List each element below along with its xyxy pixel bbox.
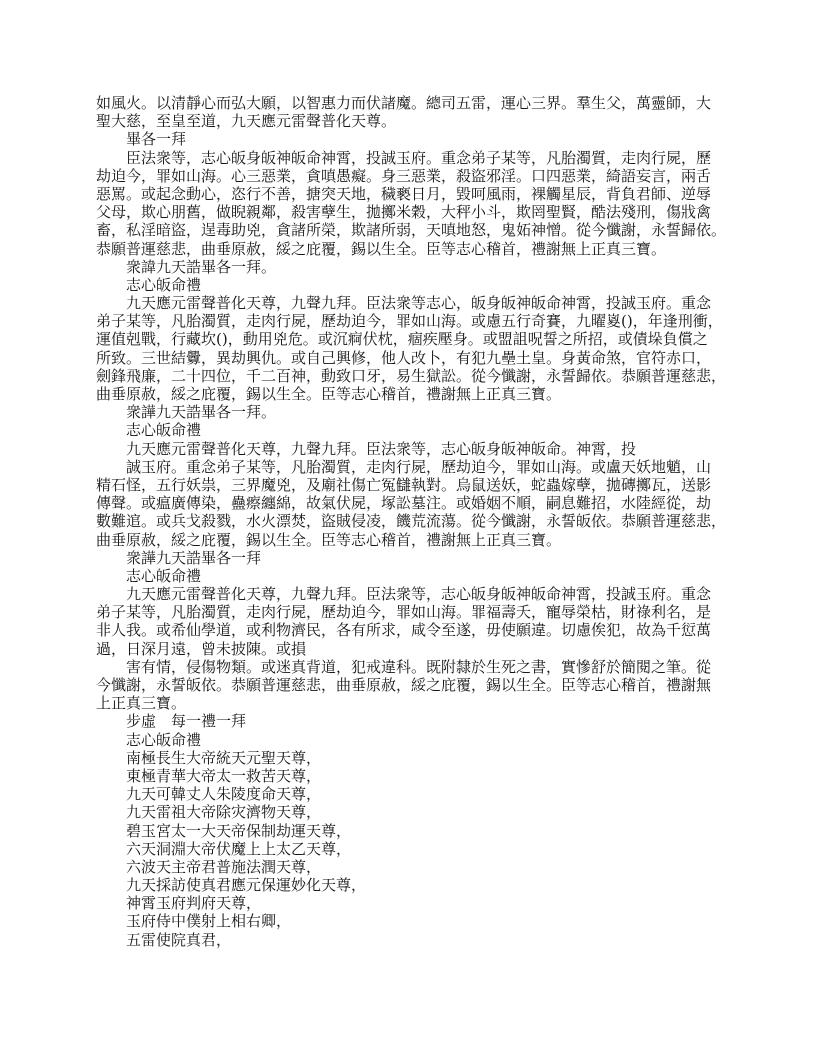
text-line: 畜，私淫暗盜，逞毒助兇，貪諸所榮，欺諸所弱，天嗔地怒，鬼妬神憎。從今懺謝，永誓歸依。	[96, 221, 727, 240]
text-line: 碧玉宮太一大天帝保制劫運天尊，	[96, 821, 352, 840]
text-line: 弟子某等，凡胎濁質，走肉行屍，歷劫迫今，罪如山海。或慮五行奇賽，九曜嵏()，年逢刑衝，	[96, 312, 723, 331]
text-line: 臣法衆等，志心皈身皈神皈命神霄，投誠玉府。重念弟子某等，凡胎濁質，走肉行屍，歷	[96, 148, 712, 167]
text-line: 九天應元雷聲普化天尊，九聲九拜。臣法衆等志心，皈身皈神皈命神霄，投誠玉府。重念	[96, 294, 712, 313]
document-text-body	[96, 94, 727, 949]
text-line: 聖大慈，至皇至道，九天應元雷聲普化天尊。	[96, 112, 397, 131]
text-line: 曲垂原赦，綏之庇覆，錫以生全。臣等志心稽首，禮謝無上正真三寶。	[96, 530, 562, 549]
text-line: 畢各一拜	[96, 130, 187, 149]
text-line: 志心皈命禮	[96, 275, 202, 294]
text-line: 志心皈命禮	[96, 730, 202, 749]
text-line: 恭願普運慈悲，曲垂原赦，綏之庇覆，錫以生全。臣等志心稽首，禮謝無上正真三寶。	[96, 239, 667, 258]
text-line: 非人我。或希仙學道，或利物濟民，各有所求，咸令至遂，毋使願違。切慮俟犯，故為千愆萬	[96, 621, 712, 640]
text-line: 志心皈命禮	[96, 421, 202, 440]
text-line: 衆譁九天誥畢各一拜。	[96, 403, 277, 422]
text-line: 衆諱九天誥畢各一拜。	[96, 257, 277, 276]
text-line: 玉府侍中僕射上相右卿，	[96, 912, 292, 931]
text-line: 如風火。以清靜心而弘大願，以智惠力而伏諸魔。總司五雷，運心三界。羣生父，萬靈師，大	[96, 94, 712, 112]
text-line: 步虛 每一禮一拜	[96, 712, 247, 731]
text-line: 過，日深月遠，曾未披陳。或損	[96, 639, 307, 658]
text-line: 誠玉府。重念弟子某等，凡胎濁質，走肉行屍，歷劫迫今，罪如山海。或盧天妖地魈，山	[96, 457, 712, 476]
text-line: 惡罵。或起念動心，恣行不善，搪突天地，穢褻日月，毀呵風雨，裸觸星辰，背負君師、逆辱	[96, 184, 712, 203]
text-line: 南極長生大帝統天元聖天尊，	[96, 748, 322, 767]
text-line: 劫迫今，罪如山海。心三惡業，貪嗔愚癡。身三惡業，殺盜邪淫。口四惡業，綺語妄言，兩舌	[96, 166, 712, 185]
text-line: 上正真三寶。	[96, 694, 187, 713]
text-line: 父母，欺心朋舊，做睨親鄰，殺害孽生，拋擲米穀，大秤小斗，欺罔聖賢，酷法殘刑，傷戕禽	[96, 203, 712, 222]
text-line: 運值剋戰，行藏坎()，動用兇危。或沉痾伏枕，痼疾壓身。或盟詛呪誓之所招，或債垛負償之	[96, 330, 708, 349]
text-line: 東極青華大帝太一救苦天尊，	[96, 766, 322, 785]
text-line: 衆譁九天誥畢各一拜	[96, 548, 262, 567]
text-line: 神霄玉府判府天尊，	[96, 894, 262, 913]
text-line: 九天採訪使真君應元保運妙化天尊，	[96, 876, 367, 895]
text-line: 弟子某等，凡胎濁質，走肉行屍，歷劫迫今，罪如山海。罪福壽夭，寵辱榮枯，財祿利名，是	[96, 603, 712, 622]
text-line: 九天應元雷聲普化天尊，九聲九拜。臣法衆等，志心皈身皈神皈命。神霄，投	[96, 439, 637, 458]
text-line: 六波天主帝君普施法潤天尊，	[96, 857, 322, 876]
text-line: 九天應元雷聲普化天尊，九聲九拜。臣法衆等，志心皈身皈神皈命神霄，投誠玉府。重念	[96, 585, 712, 604]
text-line: 所致。三世結釁，異劫興仇。或自己興修，他人改卜，有犯九壘土皇。身黃命煞，官符赤口，	[96, 348, 712, 367]
text-line: 五雷使院真君，	[96, 930, 232, 949]
text-line: 數難逭。或兵戈殺戮，水火漂焚，盜賊侵凌，饑荒流蕩。從今懺謝，永誓皈依。恭願普運慈悲，	[96, 512, 727, 531]
text-line: 志心皈命禮	[96, 566, 202, 585]
text-line: 傳聲。或瘟廣傳染，蠱瘵纏綿，故氣伏屍，塚訟墓注。或婚姻不順，嗣息難招，水陸經從，劫	[96, 494, 712, 513]
text-line: 九天雷祖大帝除灾濟物天尊，	[96, 803, 322, 822]
text-line: 精石怪，五行妖祟，三界魔兇，及廟社傷亡冤讎執對。烏鼠送妖，蛇蟲嫁孽，拋磚擲瓦，送影	[96, 475, 712, 494]
text-line: 九天可韓丈人朱陵度命天尊，	[96, 785, 322, 804]
text-line: 六天洞淵大帝伏魔上上太乙天尊，	[96, 839, 352, 858]
text-line: 今懺謝，永誓皈依。恭願普運慈悲，曲垂原赦，綏之庇覆，錫以生全。臣等志心稽首，禮謝無	[96, 676, 712, 694]
text-line: 害有情，侵傷物類。或迷真背道，犯戒違科。既附隸於生死之書，實慘舒於簡閱之筆。從	[96, 657, 712, 676]
text-line: 劍鋒飛廉，二十四位，千二百神，動致口牙，易生獄訟。從今懺謝，永誓歸依。恭願普運慈悲，	[96, 366, 727, 385]
text-line: 曲垂原赦，綏之庇覆，錫以生全。臣等志心稽首，禮謝無上正真三寶。	[96, 385, 562, 403]
